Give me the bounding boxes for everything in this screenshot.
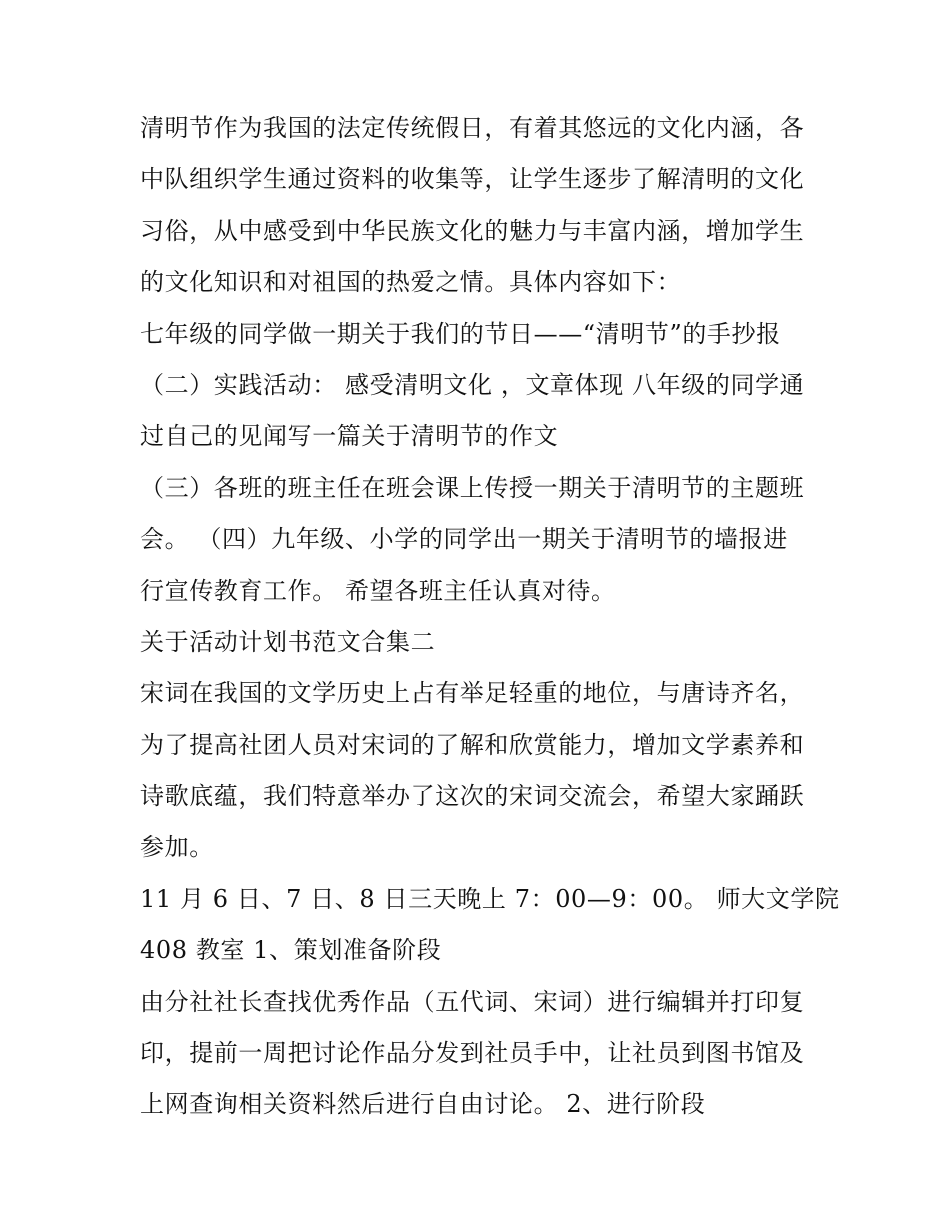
- text-line: 宋词在我国的文学历史上占有举足轻重的地位，与唐诗齐名，: [140, 679, 805, 708]
- section-heading: 关于活动计划书范文合集二: [140, 627, 436, 656]
- text-line: 的文化知识和对祖国的热爱之情。具体内容如下：: [140, 268, 682, 297]
- text-line: 会。 （四）九年级、小学的同学出一期关于清明节的墙报进: [140, 525, 788, 554]
- text-line: 中队组织学生通过资料的收集等，让学生逐步了解清明的文化: [140, 165, 805, 194]
- text-line: 11 月 6 日、7 日、8 日三天晚上 7：00—9：00。 师大文学院: [140, 884, 840, 913]
- text-line: （二）实践活动： 感受清明文化 ，文章体现 八年级的同学通: [140, 370, 805, 399]
- text-line: 行宣传教育工作。 希望各班主任认真对待。: [140, 576, 616, 605]
- text-line: 印，提前一周把讨论作品分发到社员手中，让社员到图书馆及: [140, 1039, 805, 1068]
- text-line: 过自己的见闻写一篇关于清明节的作文: [140, 422, 559, 451]
- text-line: 习俗，从中感受到中华民族文化的魅力与丰富内涵，增加学生: [140, 216, 805, 245]
- text-line: 参加。: [140, 833, 214, 862]
- text-line: 为了提高社团人员对宋词的了解和欣赏能力，增加文学素养和: [140, 730, 805, 759]
- text-line: 由分社社长查找优秀作品（五代词、宋词）进行编辑并打印复: [140, 987, 805, 1016]
- text-line: 清明节作为我国的法定传统假日，有着其悠远的文化内涵，各: [140, 114, 805, 142]
- text-line: 诗歌底蕴，我们特意举办了这次的宋词交流会，希望大家踊跃: [140, 782, 805, 811]
- document-body: [140, 110, 840, 1138]
- text-line: （三）各班的班主任在班会课上传授一期关于清明节的主题班: [140, 473, 805, 502]
- text-line: 上网查询相关资料然后进行自由讨论。 2、进行阶段: [140, 1090, 706, 1119]
- text-line: 408 教室 1、策划准备阶段: [140, 936, 442, 965]
- text-line: 七年级的同学做一期关于我们的节日——“清明节”的手抄报: [140, 319, 781, 348]
